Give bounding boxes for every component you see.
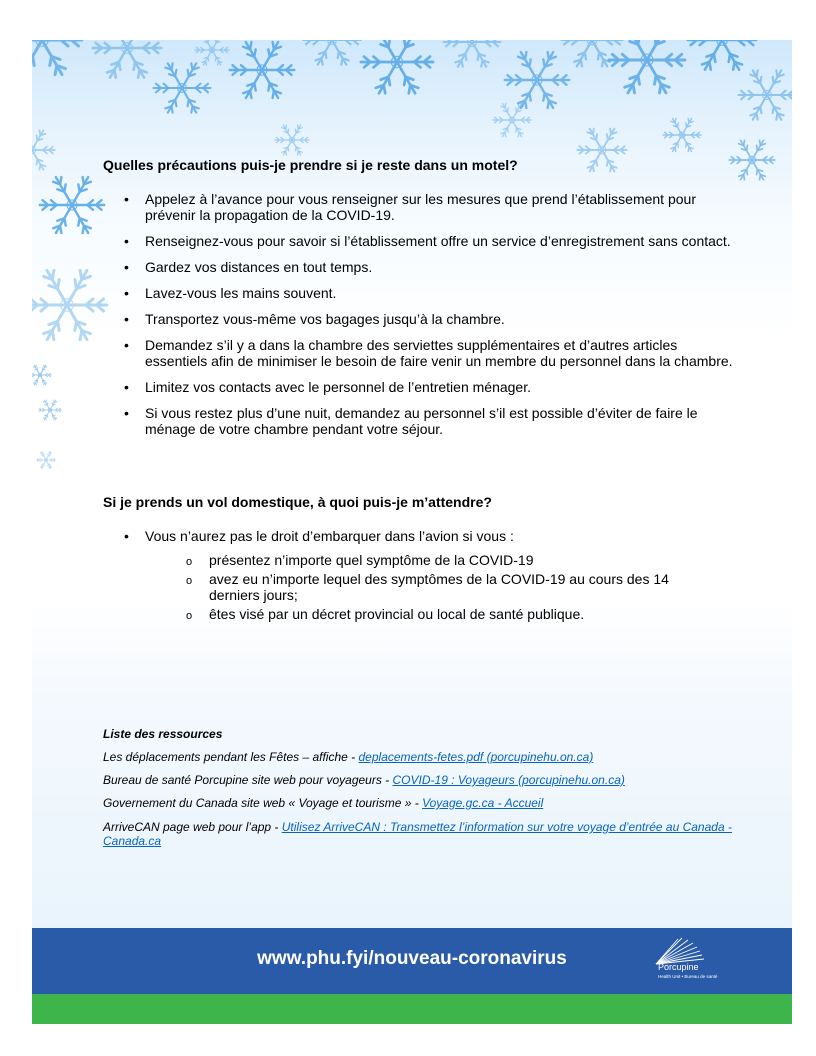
resource-item <box>103 796 763 810</box>
footer-url[interactable]: www.phu.fyi/nouveau-coronavirus <box>257 948 567 969</box>
section-heading-motel: Quelles précautions puis-je prendre si je reste dans un motel? <box>103 157 518 173</box>
motel-precautions-list <box>103 191 743 447</box>
snowflake-icon <box>607 40 687 100</box>
list-item: • Limitez vos contacts avec le personnel de l’entretien ménager. <box>103 379 743 395</box>
snowflake-icon <box>302 40 362 70</box>
list-item: • Vous n’aurez pas le droit d’embarquer dans l’avion si vous : <box>103 528 743 544</box>
list-item: • Renseignez-vous pour savoir si l’établissement offre un service d’enregistrement sans contact. <box>103 233 743 249</box>
winter-background <box>32 40 792 928</box>
resource-label: Bureau de santé Porcupine site web pour voyageurs - <box>103 773 393 787</box>
snowflake-icon <box>32 40 84 82</box>
sub-list-item: o présentez n’importe quel symptôme de la COVID-19 <box>186 552 716 568</box>
snowflake-icon <box>38 171 106 239</box>
resource-item <box>103 773 763 787</box>
snowflake-icon <box>492 100 532 140</box>
footer-bar <box>32 928 792 994</box>
snowflake-icon <box>728 136 776 184</box>
flight-list <box>103 528 743 554</box>
flight-sublist <box>186 552 716 625</box>
resource-label: Les déplacements pendant les Fêtes – affiche - <box>103 750 359 764</box>
snowflake-icon <box>576 124 628 176</box>
snowflake-icon <box>38 398 62 422</box>
resource-item <box>103 820 753 848</box>
list-item: • Lavez-vous les mains souvent. <box>103 285 743 301</box>
resources-title: Liste des ressources <box>103 727 223 741</box>
list-item: • Transportez vous-même vos bagages jusqu’à la chambre. <box>103 311 743 327</box>
snowflake-icon <box>737 65 792 125</box>
snowflake-icon <box>442 40 502 72</box>
section-heading-flight: Si je prends un vol domestique, à quoi puis-je m’attendre? <box>103 494 492 510</box>
resource-link[interactable]: Voyage.gc.ca - Accueil <box>422 796 544 810</box>
snowflake-icon <box>32 363 52 387</box>
list-item: • Appelez à l’avance pour vous renseigner sur les mesures que prend l’établissement pour prévenir la propagation de la COVID-19. <box>103 191 743 223</box>
logo-subtitle: Health Unit • Bureau de santé <box>658 974 718 979</box>
snowflake-icon <box>274 122 310 158</box>
page <box>32 40 792 1024</box>
resource-label: ArriveCAN page web pour l’app - <box>103 820 282 834</box>
snowflake-icon <box>359 40 435 100</box>
resource-label: Governement du Canada site web « Voyage et tourisme » - <box>103 796 423 810</box>
snowflake-icon <box>228 40 296 104</box>
snowflake-icon <box>32 263 109 347</box>
resource-link[interactable]: deplacements-fetes.pdf (porcupinehu.on.ca) <box>358 750 594 764</box>
footer-green-bar <box>32 994 792 1024</box>
sub-list-item: o êtes visé par un décret provincial ou local de santé publique. <box>186 606 716 622</box>
snowflake-icon <box>32 126 56 174</box>
list-item: • Demandez s’il y a dans la chambre des serviettes supplémentaires et d’autres articles essentiels afin de minimiser le besoin de faire venir un membre du personnel dans la chambre. <box>103 337 743 369</box>
resource-link[interactable]: COVID-19 : Voyageurs (porcupinehu.on.ca) <box>392 773 625 787</box>
resource-link[interactable]: Utilisez ArriveCAN : Transmettez l’information sur votre voyage d’entrée au Canada - Canada.ca <box>103 820 732 848</box>
resource-item <box>103 750 763 764</box>
logo-name: Porcupine <box>658 962 699 972</box>
snowflake-icon <box>662 115 702 155</box>
list-item: • Si vous restez plus d’une nuit, demandez au personnel s’il est possible d’éviter de faire le ménage de votre chambre pendant votre séjour. <box>103 405 743 437</box>
porcupine-logo <box>652 936 752 988</box>
list-item: • Gardez vos distances en tout temps. <box>103 259 743 275</box>
snowflake-icon <box>194 40 230 68</box>
snowflake-icon <box>36 450 56 470</box>
sub-list-item: o avez eu n’importe lequel des symptômes de la COVID-19 au cours des 14 derniers jours; <box>186 571 716 603</box>
